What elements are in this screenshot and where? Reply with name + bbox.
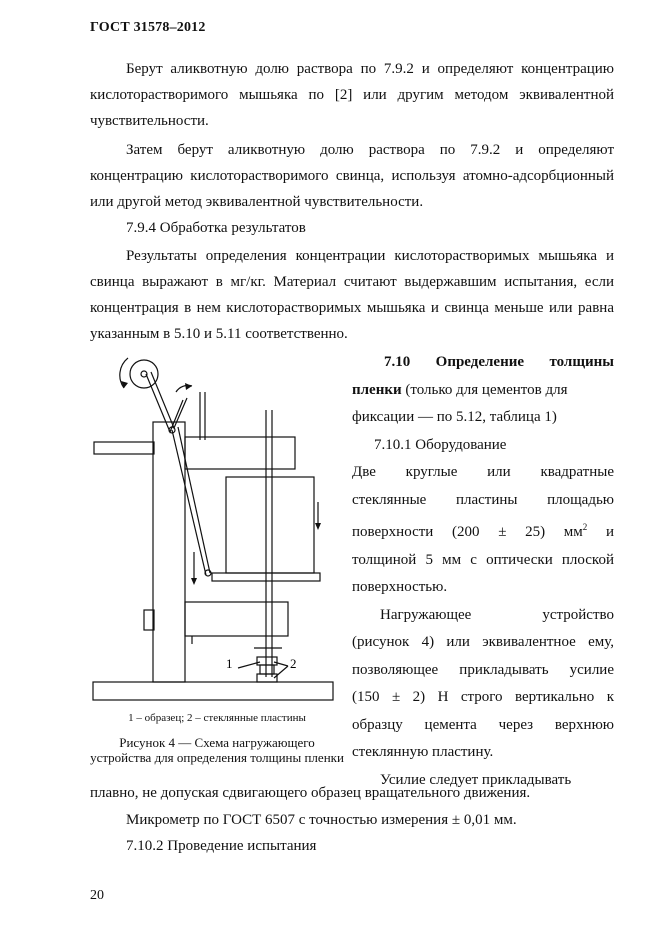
figure-caption: Рисунок 4 — Схема нагружающего устройства для определения толщины пленки (90, 735, 344, 765)
text-fragment: поверхности (200 ± 25) мм (352, 524, 583, 540)
side-arm (94, 442, 154, 454)
heading-word: Определение (435, 354, 525, 370)
document-header: ГОСТ 31578–2012 (90, 20, 206, 35)
text-line: Две круглые или квадратные (352, 464, 614, 480)
text-line: стеклянные пластины площадью (352, 491, 614, 508)
section-heading-7-9-4: 7.9.4 Обработка результатов (126, 220, 306, 236)
heading-number: 7.10 (384, 354, 411, 370)
heading-line: фиксации — по 5.12, таблица 1) (352, 409, 557, 425)
paragraph-results: Результаты определения концентрации кислоторастворимых мышьяка и свинца выражают в мг/кг. Материал считают выдержавшим испытания, если концентрация в нем кислоторастворимых мышьяка и свинца меньше или равна указанным в 5.10 и 5.11 соответственно. (90, 248, 614, 342)
right-column-text (352, 349, 614, 794)
glass-plate-upper (257, 657, 277, 665)
pulley-wheel (130, 360, 158, 388)
text-line: стеклянную пластину. (352, 744, 494, 760)
paragraph-arsenic: Берут аликвотную долю раствора по 7.9.2 и определяют концентрацию кислоторастворимого мышьяка по [2] или другим методом эквивалентной чувствительности. (90, 61, 614, 129)
text-line: толщиной 5 мм с оптически плоской (352, 551, 614, 568)
text-line: Нагружающее устройство (380, 606, 614, 623)
paragraph-micrometer: Микрометр по ГОСТ 6507 с точностью измерения ± 0,01 мм. (126, 812, 517, 828)
column (153, 422, 185, 682)
superscript: 2 (582, 522, 588, 532)
upper-crossbar (185, 437, 295, 469)
text-line: (150 ± 2) Н строго вертикально к (352, 689, 614, 705)
base-plate (93, 682, 333, 700)
lever-arm (146, 374, 183, 432)
heading-word: пленки (352, 381, 402, 398)
heading-word: толщины (549, 354, 614, 370)
section-heading-7-10-line2 (352, 377, 614, 405)
loading-device-diagram (88, 352, 346, 722)
text-line: позволяющее прикладывать усилие (352, 661, 614, 678)
text-fragment: и (587, 524, 614, 540)
text-line: Усилие следует прикладывать (380, 771, 572, 788)
text-line: образцу цемента через верхнюю (352, 716, 614, 733)
figure-legend: 1 – образец; 2 – стеклянные пластины (128, 712, 306, 724)
heading-rest: (только для цементов для (401, 381, 568, 398)
text-line (352, 514, 614, 547)
text-line: (рисунок 4) или эквивалентное ему, (352, 634, 614, 650)
paragraph-smooth: плавно, не допуская сдвигающего образец вращательного движения. (90, 785, 531, 801)
section-heading-7-10-2: 7.10.2 Проведение испытания (126, 838, 317, 854)
label-glass-plates: 2 (290, 656, 297, 671)
text-line: поверхностью. (352, 579, 448, 595)
subsection-equipment: 7.10.1 Оборудование (374, 436, 507, 453)
page-number: 20 (90, 888, 104, 903)
label-specimen: 1 (226, 656, 233, 671)
section-heading-7-10-line1 (352, 349, 614, 377)
weight (226, 477, 314, 573)
paragraph-lead: Затем берут аликвотную долю раствора по 7.9.2 и определяют концентрацию кислоторастворимого свинца, используя атомно-адсорбционный или другой метод эквивалентной чувствительности. (90, 142, 614, 210)
